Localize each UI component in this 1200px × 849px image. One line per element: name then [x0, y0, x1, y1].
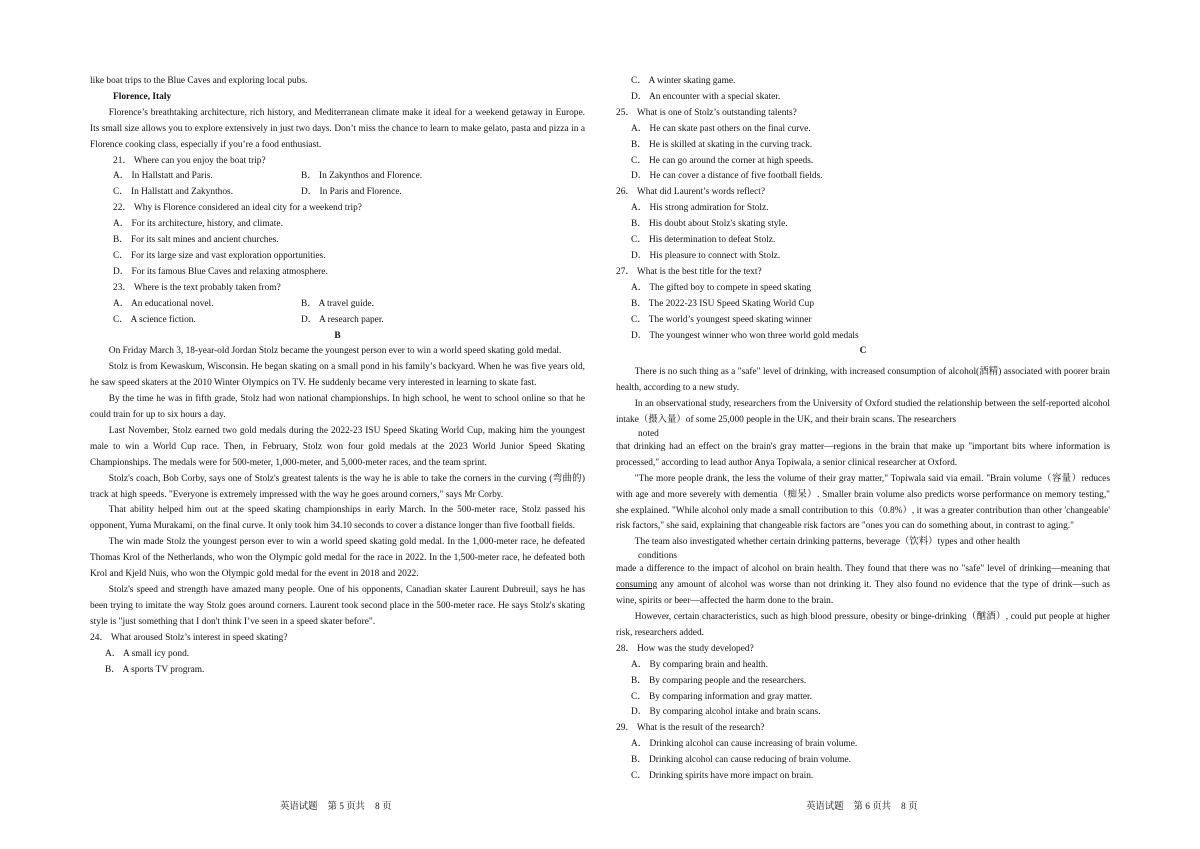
option-row [90, 185, 585, 201]
option-25b: B． He is skilled at skating in the curving track. [631, 139, 813, 150]
paragraph: like boat trips to the Blue Caves and exploring local pubs. [90, 76, 308, 86]
right-column [616, 74, 1110, 785]
option-24d: D． An encounter with a special skater. [631, 91, 781, 102]
option-23d: D． A research paper. [301, 314, 384, 325]
option-29b: B． Drinking alcohol can cause reducing of brain volume. [631, 755, 851, 766]
option-21a: A． In Hallstatt and Paris. [113, 171, 213, 182]
option-22b: B． For its salt mines and ancient churches. [113, 235, 279, 246]
footer-page: 第 5 页共 [327, 802, 366, 812]
option-28c: C． By comparing information and gray matter. [631, 691, 812, 702]
question-26: 26． What did Laurent’s words reflect? [616, 187, 765, 198]
question-24: 24． What aroused Stolz’s interest in speed skating? [90, 632, 288, 643]
page-footer-left [280, 800, 401, 816]
footer-total: 8 页 [375, 802, 392, 812]
option-25d: D． He can cover a distance of five football fields. [631, 171, 823, 182]
option-row [90, 313, 585, 329]
paragraph: Stolz is from Kewaskum, Wisconsin. He began skating on a small pond in his family’s backyard. When he was five years old, he saw speed skaters at the 2010 Winter Olympics on TV. He suddenly became very interested in learning to skate fast. [90, 362, 585, 389]
option-24b: B． A sports TV program. [105, 664, 205, 675]
option-21c: C． In Hallstatt and Zakynthos. [113, 187, 234, 198]
option-27c: C． The world’s youngest speed skating winner [631, 314, 812, 325]
option-28a: A． By comparing brain and health. [631, 659, 768, 670]
paragraph: that drinking had an effect on the brain's gray matter—regions in the brain that make up "important bits where information is processed," according to lead author Anya Topiwala, a senior clinical researcher at Oxford. [616, 441, 1110, 468]
footer-subject: 英语试题 [280, 802, 318, 812]
option-21d: D． In Paris and Florence. [301, 187, 402, 198]
option-29a: A． Drinking alcohol can cause increasing of brain volume. [631, 739, 858, 750]
paragraph [616, 562, 1110, 610]
option-22d: D． For its famous Blue Caves and relaxing atmosphere. [113, 266, 328, 277]
option-24a: A． A small icy pond. [105, 648, 190, 659]
section-label-c: C [859, 346, 867, 357]
underlined-word: consuming [616, 580, 658, 591]
paragraph: Stolz's speed and strength have amazed many people. One of his opponents, Canadian skater Laurent Dubreuil, says he has been trying to imitate the way Stolz goes around corners. Laurent took second place in the 500-meter race. He says Stolz's skating style is "just something that I don't think I’ve seen in a speed skater before". [90, 585, 585, 627]
option-23b: B． A travel guide. [301, 298, 374, 309]
option-28d: D． By comparing alcohol intake and brain scans. [631, 707, 821, 718]
question-29: 29． What is the result of the research? [616, 723, 765, 734]
option-26d: D． His pleasure to connect with Stolz. [631, 250, 781, 261]
footer-page: 第 6 页共 [853, 802, 892, 812]
paragraph: By the time he was in fifth grade, Stolz had won national championships. In high school, he went to school online so that he could train for up to six hours a day. [90, 394, 585, 421]
question-23: 23． Where is the text probably taken from? [113, 282, 281, 293]
paragraph: However, certain characteristics, such as high blood pressure, obesity or binge-drinking（酗酒）, could put people at higher risk, researchers added. [616, 612, 1110, 638]
option-row [90, 169, 585, 185]
question-27: 27． What is the best title for the text? [616, 266, 762, 277]
option-row [90, 297, 585, 313]
paragraph: "The more people drank, the less the volume of their gray matter," Topiwala said via email. "Brain volume（容量）reduces with age and more severely with dementia（痴呆）. Smaller brain volume also predicts worse performance on memory testing," she explained. "While alcohol only made a small contribution to this（0.8%）, it was a greater contribution than other 'changeable' risk factors," she said, explaining that changeable risk factors are "ones you can do something about, in contrast to aging." [616, 473, 1110, 532]
paragraph-fragment: noted [638, 428, 659, 439]
option-24c: C． A winter skating game. [631, 76, 736, 86]
question-25: 25． What is one of Stolz’s outstanding talents? [616, 107, 797, 118]
paragraph: Last November, Stolz earned two gold medals during the 2022-23 ISU Speed Skating World Cup, making him the youngest male to win a World Cup race. Then, in February, Stolz won four gold medals at the 2023 World Junior Speed Skating Championships. The medals were for 500-meter, 1,000-meter, and 5,000-meter races, and the team sprint. [90, 425, 585, 468]
footer-subject: 英语试题 [806, 802, 844, 812]
page-footer-right [806, 800, 927, 816]
paragraph: The team also investigated whether certain drinking patterns, beverage（饮料）types and other health [634, 537, 1021, 548]
option-26c: C． His determination to defeat Stolz. [631, 235, 776, 246]
option-26a: A． His strong admiration for Stolz. [631, 203, 769, 214]
question-28: 28． How was the study developed? [616, 643, 754, 654]
option-22c: C． For its large size and vast exploration opportunities. [113, 250, 326, 261]
section-heading-florence: Florence, Italy [113, 91, 172, 102]
paragraph: On Friday March 3, 18-year-old Jordan Stolz became the youngest person ever to win a world speed skating gold medal. [108, 346, 562, 357]
option-25c: C． He can go around the corner at high speeds. [631, 155, 814, 166]
question-21: 21． Where can you enjoy the boat trip? [113, 155, 266, 166]
paragraph: Stolz's coach, Bob Corby, says one of Stolz's greatest talents is the way he is able to take the corners in the curving (弯曲的) track at high speeds. "Everyone is extremely impressed with the way he goes around corners," says Mr Corby. [90, 473, 585, 500]
option-25a: A． He can skate past others on the final curve. [631, 123, 811, 134]
option-27a: A． The gifted boy to compete in speed skating [631, 282, 811, 293]
option-27b: B． The 2022-23 ISU Speed Skating World Cup [631, 298, 815, 309]
option-29c: C． Drinking spirits have more impact on brain. [631, 771, 814, 782]
paragraph: In an observational study, researchers from the University of Oxford studied the relationship between the self-reported alcohol intake（摄入量）of some 25,000 people in the UK, and their brain scans. The researchers [616, 399, 1110, 426]
paragraph: That ability helped him out at the speed skating championships in early March. In the 500-meter race, Stolz passed his opponent, Yuma Murakami, on the final curve. It only took him 34.10 seconds to cover a distance longer than five football fields. [90, 505, 585, 532]
option-26b: B． His doubt about Stolz's skating style. [631, 219, 788, 230]
option-27d: D． The youngest winner who won three world gold medals [631, 330, 859, 341]
option-28b: B． By comparing people and the researchers. [631, 675, 807, 686]
left-column [90, 74, 585, 678]
paragraph-fragment: conditions [638, 551, 678, 562]
text-run: made a difference to the impact of alcohol on brain health. They found that there was no "safe" level of drinking—meaning that [616, 564, 1110, 575]
question-22: 22． Why is Florence considered an ideal city for a weekend trip? [113, 203, 362, 214]
paragraph: The win made Stolz the youngest person ever to win a world speed skating gold medal. In the 1,000-meter race, he defeated Thomas Krol of the Netherlands, who won the Olympic gold medal for the race in 2022. In the 1,500-meter race, he defeated both Krol and Kjeld Nuis, who won the Olympic gold medal for the event in 2018 and 2022. [90, 537, 585, 580]
section-label-b: B [334, 330, 341, 341]
option-22a: A． For its architecture, history, and climate. [113, 219, 283, 230]
paragraph: There is no such thing as a "safe" level of drinking, with increased consumption of alcohol(酒精) associated with poorer brain health, according to a new study. [616, 367, 1110, 394]
footer-total: 8 页 [901, 802, 918, 812]
option-21b: B． In Zakynthos and Florence. [301, 171, 423, 182]
option-23c: C． A science fiction. [113, 314, 196, 325]
option-23a: A． An educational novel. [113, 298, 214, 309]
text-run: any amount of alcohol was worse than not drinking it. They also found no evidence that the type of drink—such as wine, spirits or beer—affected the harm done to the brain. [616, 580, 1110, 607]
paragraph: Florence’s breathtaking architecture, rich history, and Mediterranean climate make it ideal for a weekend getaway in Europe. Its small size allows you to explore extensively in just two days. Don’t miss the chance to learn to make gelato, pasta and pizza in a Florence cooking class, especially if you’re a food enthusiast. [90, 107, 585, 150]
